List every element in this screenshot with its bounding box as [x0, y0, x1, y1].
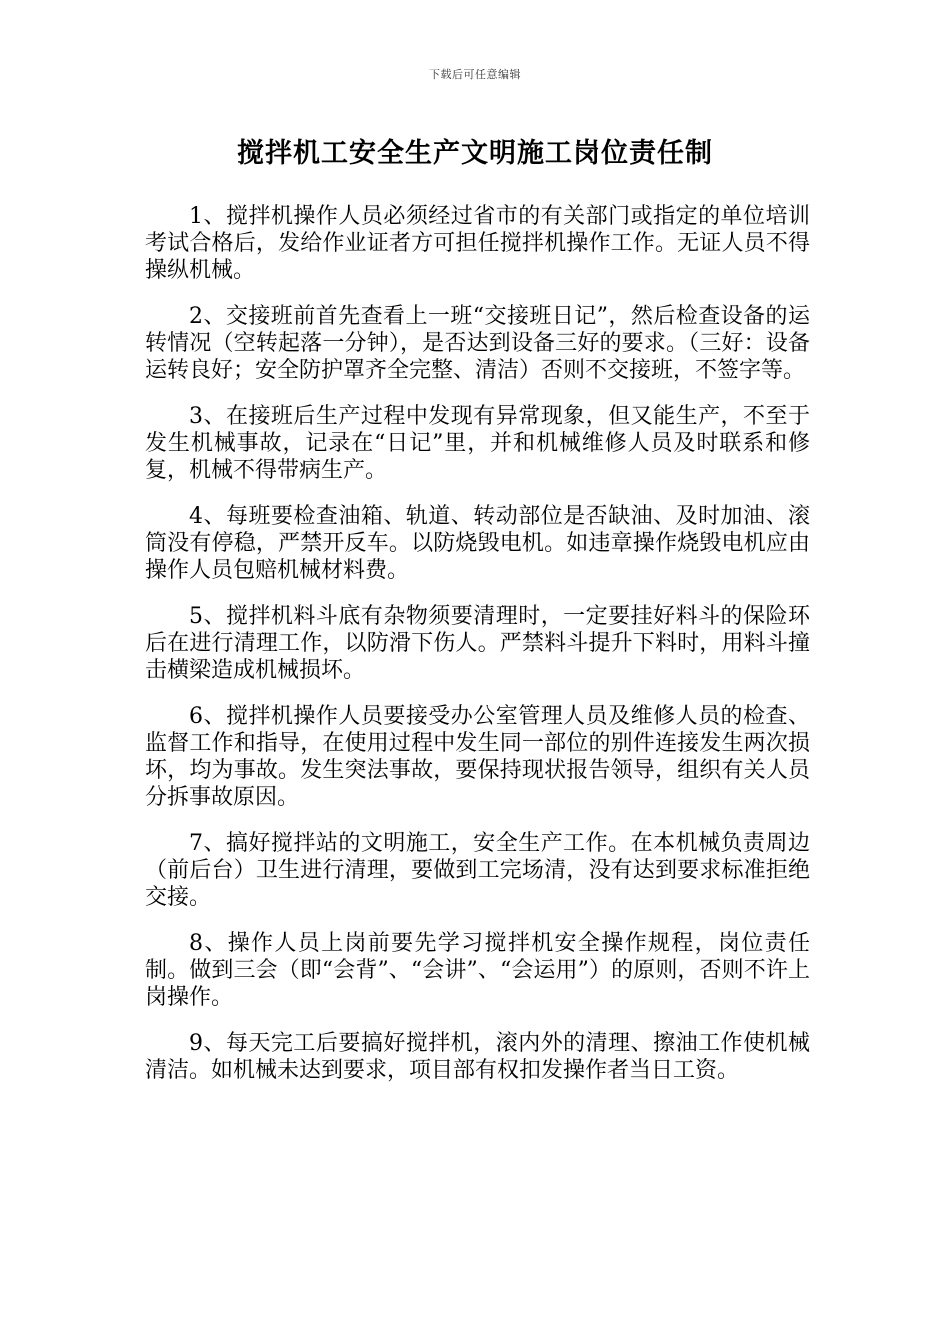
paragraph-2: 2、交接班前首先查看上一班“交接班日记”，然后检查设备的运转情况（空转起落一分钟），是否达到设备三好的要求。（三好：设备运转良好；安全防护罩齐全完整、清洁）否则不交接班，不签字等。	[145, 304, 810, 383]
paragraph-8: 8、操作人员上岗前要先学习搅拌机安全操作规程，岗位责任制。做到三会（即“会背”、“会讲”、“会运用”）的原则，否则不许上岗操作。	[145, 931, 810, 1010]
document-title: 搅拌机工安全生产文明施工岗位责任制	[237, 138, 713, 169]
paragraph-6: 6、搅拌机操作人员要接受办公室管理人员及维修人员的检查、监督工作和指导，在使用过程中发生同一部位的别件连接发生两次损坏，均为事故。发生突法事故，要保持现状报告领导，组织有关人员分拆事故原因。	[145, 704, 810, 810]
paragraph-9: 9、每天完工后要搞好搅拌机，滚内外的清理、擦油工作使机械清洁。如机械未达到要求，项目部有权扣发操作者当日工资。	[145, 1031, 810, 1083]
paragraph-5: 5、搅拌机料斗底有杂物须要清理时，一定要挂好料斗的保险环后在进行清理工作，以防滑下伤人。严禁料斗提升下料时，用料斗撞击横梁造成机械损坏。	[145, 604, 810, 683]
header-note: 下载后可任意编辑	[429, 68, 521, 81]
paragraph-4: 4、每班要检查油箱、轨道、转动部位是否缺油、及时加油、滚筒没有停稳，严禁开反车。以防烧毁电机。如违章操作烧毁电机应由操作人员包赔机械材料费。	[145, 504, 810, 583]
document-body	[145, 203, 810, 1103]
paragraph-3: 3、在接班后生产过程中发现有异常现象，但又能生产，不至于发生机械事故，记录在“日记”里，并和机械维修人员及时联系和修复，机械不得带病生产。	[145, 404, 810, 483]
paragraph-1: 1、搅拌机操作人员必须经过省市的有关部门或指定的单位培训考试合格后，发给作业证者方可担任搅拌机操作工作。无证人员不得操纵机械。	[145, 204, 810, 283]
paragraph-7: 7、搞好搅拌站的文明施工，安全生产工作。在本机械负责周边（前后台）卫生进行清理，要做到工完场清，没有达到要求标准拒绝交接。	[145, 831, 810, 910]
